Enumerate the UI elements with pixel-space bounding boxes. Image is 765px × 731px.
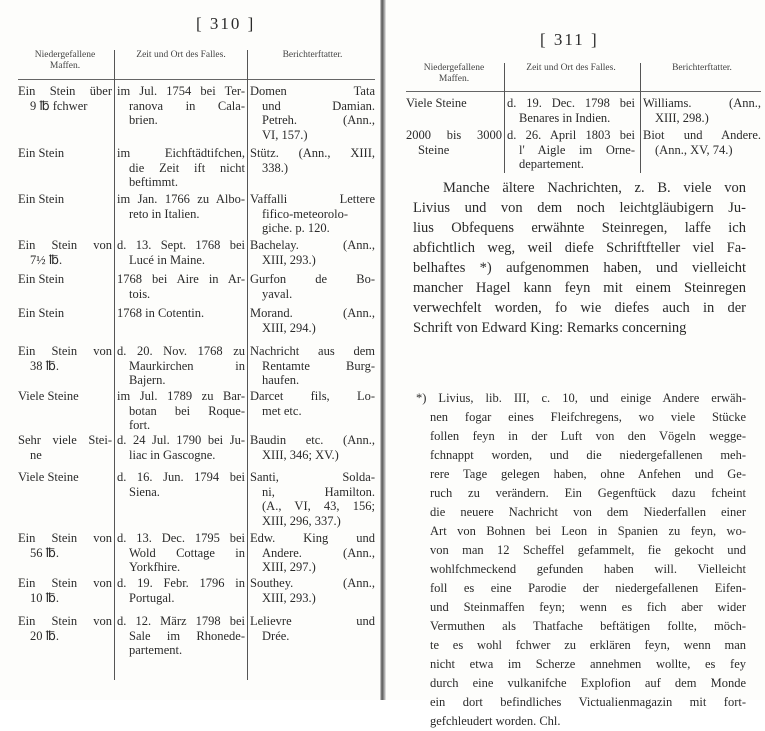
table-cell-event bbox=[117, 272, 245, 301]
text-line: VI, 157.) bbox=[262, 127, 308, 142]
text-line: Southey. (Ann., bbox=[250, 576, 375, 590]
text-line: Art von Bohnen bei Leon in Spanien zu feyn, wo- bbox=[430, 524, 746, 538]
text-line: gefchleudert worden. Chl. bbox=[430, 714, 561, 728]
text-line: Ein Stein über bbox=[18, 84, 112, 98]
table-cell-masses bbox=[406, 128, 502, 157]
text-line: durch eine vulkanifche Explofion auf dem Monde bbox=[430, 676, 746, 690]
text-line: brien. bbox=[129, 113, 158, 127]
text-line: Nachricht aus dem bbox=[250, 344, 375, 358]
text-line: nicht etwa im Scherze annehmen wollte, es fey bbox=[430, 657, 746, 671]
text-line: und Damian. bbox=[262, 98, 375, 113]
text-line: wohlfchmeckend gefunden haben will. Vielleicht bbox=[430, 562, 746, 576]
text-line: 20 ℔. bbox=[30, 628, 59, 643]
table-cell-masses bbox=[18, 576, 112, 605]
table-cell-event bbox=[117, 146, 245, 190]
table-cell-reporter bbox=[250, 576, 375, 605]
text-line: Ein Stein von bbox=[18, 614, 112, 628]
text-line: 2000 bis 3000 bbox=[406, 128, 502, 142]
table-cell-reporter bbox=[250, 614, 375, 643]
text-line: die neuere Nachricht von dem Niederfallen einer bbox=[430, 505, 746, 519]
text-line: Edw. King und bbox=[250, 531, 375, 545]
text-line: Ein Stein von bbox=[18, 238, 112, 252]
text-line: Viele Steine bbox=[18, 470, 79, 484]
table-cell-masses bbox=[18, 344, 112, 373]
table-cell-reporter bbox=[250, 531, 375, 575]
column-header: Zeit und Ort des Falles. bbox=[526, 63, 616, 73]
text-line: Ein Stein von bbox=[18, 576, 112, 590]
table-cell-reporter bbox=[250, 272, 375, 301]
table-cell-event bbox=[117, 344, 245, 388]
text-line: XIII, 297.) bbox=[262, 560, 316, 574]
text-line: met etc. bbox=[262, 403, 302, 418]
text-line: Vaffalli Lettere bbox=[250, 192, 375, 206]
table-cell-masses bbox=[18, 238, 112, 267]
table-cell-reporter bbox=[250, 389, 375, 418]
table-cell-event bbox=[507, 128, 635, 172]
text-line: 10 ℔. bbox=[30, 590, 59, 605]
text-line: von man 12 Scheffel gefammelt, fie gekocht und bbox=[430, 543, 746, 557]
text-line: Williams. (Ann., bbox=[643, 96, 761, 110]
table-cell-reporter bbox=[250, 192, 375, 236]
text-line: Ein Stein bbox=[18, 272, 65, 286]
text-line: fort. bbox=[129, 418, 151, 432]
text-line: Maurkirchen in bbox=[129, 358, 245, 373]
text-line: die Zeit ift nicht bbox=[129, 160, 245, 175]
header-rule bbox=[18, 79, 375, 80]
text-line: reto in Italien. bbox=[129, 206, 200, 221]
column-header: Berichterftatter. bbox=[282, 50, 343, 60]
text-line: departement. bbox=[519, 157, 584, 171]
text-line: Benares in Indien. bbox=[519, 110, 611, 125]
text-line: d. 16. Jun. 1794 bei bbox=[117, 470, 245, 484]
table-cell-masses bbox=[18, 306, 112, 321]
text-line: d. 24 Jul. 1790 bei Ju- bbox=[117, 433, 245, 447]
text-line: giche. p. 120. bbox=[262, 221, 330, 235]
text-line: Vermuthen als Thatfache beftätigen follte, möch- bbox=[430, 619, 746, 633]
table-cell-reporter bbox=[250, 433, 375, 462]
text-line: Andere. (Ann., bbox=[262, 545, 375, 560]
text-line: Ein Stein bbox=[18, 306, 65, 320]
table-cell-reporter bbox=[250, 146, 375, 175]
column-divider bbox=[114, 50, 115, 680]
text-line: tois. bbox=[129, 286, 151, 301]
column-header: Niedergefallene Maffen. bbox=[34, 50, 96, 71]
text-line: Drée. bbox=[262, 628, 290, 643]
text-line: Ein Stein bbox=[18, 146, 65, 160]
body-paragraph bbox=[413, 178, 746, 338]
table-cell-masses bbox=[18, 531, 112, 560]
column-divider bbox=[247, 50, 248, 680]
text-line: ne bbox=[30, 447, 42, 462]
text-line: 38 ℔. bbox=[30, 358, 59, 373]
text-line: nen fogar eines Fleifchregens, wo viele Stücke bbox=[430, 410, 746, 424]
text-line: Steine bbox=[418, 142, 450, 157]
text-line: Lucé in Maine. bbox=[129, 252, 206, 267]
text-line: Ein Stein von bbox=[18, 531, 112, 545]
table-cell-masses bbox=[18, 433, 112, 462]
table-cell-event bbox=[117, 84, 245, 128]
text-line: XIII, 296, 337.) bbox=[262, 513, 341, 528]
table-cell-masses bbox=[18, 272, 112, 287]
table-cell-event bbox=[117, 433, 245, 462]
table-cell-event bbox=[117, 614, 245, 658]
text-line: XIII, 346; XV.) bbox=[262, 447, 339, 462]
text-line: foll es eine Parodie der niedergefallenen Eifen- bbox=[430, 581, 746, 595]
text-line: Sale im Rhonede- bbox=[129, 628, 245, 643]
text-line: mancher Hagel kann feyn mit einem Steinregen bbox=[413, 280, 746, 296]
column-divider bbox=[504, 63, 505, 173]
text-line: und Steinmaffen feyn; wenn es fich aber wider bbox=[430, 600, 746, 614]
table-cell-event bbox=[117, 306, 245, 321]
table-cell-event bbox=[117, 238, 245, 267]
table-cell-event bbox=[117, 192, 245, 221]
text-line: im Jul. 1754 bei Ter- bbox=[117, 84, 245, 98]
text-line: XIII, 298.) bbox=[655, 110, 709, 125]
text-line: 1768 bei Aire in Ar- bbox=[117, 272, 245, 286]
text-line: belhaftes *) aufgenommen haben, und vielleicht bbox=[413, 260, 746, 276]
table-cell-reporter bbox=[250, 470, 375, 528]
header-rule bbox=[406, 91, 761, 92]
text-line: im Jul. 1789 zu Bar- bbox=[117, 389, 245, 403]
table-cell-reporter bbox=[250, 306, 375, 335]
page-number-right: [ 311 ] bbox=[540, 30, 599, 49]
table-cell-event bbox=[117, 470, 245, 499]
text-line: rere Tage gelegen haben, ohne Anfehen und Ge- bbox=[430, 467, 746, 481]
text-line: liac in Gascogne. bbox=[129, 447, 216, 462]
text-line: Yorkfhire. bbox=[129, 560, 181, 574]
text-line: d. 20. Nov. 1768 zu bbox=[117, 344, 245, 358]
text-line: Baudin etc. (Ann., bbox=[250, 433, 375, 447]
text-line: Ein Stein von bbox=[18, 344, 112, 358]
text-line: Domen Tata bbox=[250, 84, 375, 98]
text-line: verwechfelt worden, fo wie diefes auch in der bbox=[413, 300, 746, 316]
text-line: d. 19. Dec. 1798 bei bbox=[507, 96, 635, 110]
text-line: *) Livius, lib. III, c. 10, und einige Andere erwäh- bbox=[416, 391, 746, 405]
book-gutter bbox=[380, 0, 386, 700]
table-cell-masses bbox=[18, 389, 112, 404]
text-line: te es wohl fchwer zu erklären feyn, wenn man bbox=[430, 638, 746, 652]
text-line: beftimmt. bbox=[129, 175, 178, 189]
text-line: ni, Hamilton. bbox=[262, 484, 375, 499]
text-line: XIII, 293.) bbox=[262, 590, 316, 605]
table-cell-masses bbox=[18, 84, 112, 113]
table-cell-event bbox=[117, 531, 245, 575]
text-line: d. 26. April 1803 bei bbox=[507, 128, 635, 142]
text-line: d. 12. März 1798 bei bbox=[117, 614, 245, 628]
text-line: Viele Steine bbox=[406, 96, 467, 110]
text-line: Bachelay. (Ann., bbox=[250, 238, 375, 252]
text-line: lius Obfequens erwähnte Steinregen, laffe ich bbox=[413, 220, 746, 236]
table-cell-reporter bbox=[250, 238, 375, 267]
text-line: 7½ ℔. bbox=[30, 252, 63, 267]
text-line: Siena. bbox=[129, 484, 160, 499]
column-header: Berichterftatter. bbox=[672, 63, 732, 73]
text-line: Schrift von Edward King: Remarks concerning bbox=[413, 320, 687, 336]
text-line: Biot und Andere. bbox=[643, 128, 761, 142]
text-line: Gurfon de Bo- bbox=[250, 272, 375, 286]
text-line: fchnappt worden, und die niedergefallenen meh- bbox=[430, 448, 746, 462]
text-line: im Eichftädtifchen, bbox=[117, 146, 245, 160]
text-line: 56 ℔. bbox=[30, 545, 59, 560]
table-cell-event bbox=[117, 389, 245, 433]
text-line: Lelievre und bbox=[250, 614, 375, 628]
table-cell-event bbox=[117, 576, 245, 605]
text-line: (Ann., XV, 74.) bbox=[655, 142, 733, 157]
table-cell-masses bbox=[406, 96, 502, 111]
footnote bbox=[416, 389, 746, 731]
text-line: fifico-meteorolo- bbox=[262, 206, 349, 221]
text-line: 338.) bbox=[262, 160, 289, 175]
text-line: Morand. (Ann., bbox=[250, 306, 375, 320]
table-cell-reporter bbox=[250, 84, 375, 142]
text-line: yaval. bbox=[262, 286, 293, 301]
text-line: Petreh. (Ann., bbox=[262, 113, 375, 127]
text-line: ranova in Cala- bbox=[129, 98, 245, 113]
table-cell-reporter bbox=[643, 96, 761, 125]
table-cell-event bbox=[507, 96, 635, 125]
table-cell-masses bbox=[18, 470, 112, 485]
text-line: ruch zu verändern. Ein Gegenftück dazu fcheint bbox=[430, 486, 746, 500]
text-line: Darcet fils, Lo- bbox=[250, 389, 375, 403]
text-line: Wold Cottage in bbox=[129, 545, 245, 560]
column-header: Niedergefallene Maffen. bbox=[423, 63, 485, 84]
page-number-left: [ 310 ] bbox=[196, 14, 256, 33]
text-line: XIII, 294.) bbox=[262, 320, 316, 335]
text-line: d. 13. Sept. 1768 bei bbox=[117, 238, 245, 252]
text-line: d. 13. Dec. 1795 bei bbox=[117, 531, 245, 545]
text-line: haufen. bbox=[262, 373, 300, 387]
text-line: Rentamte Burg- bbox=[262, 358, 375, 373]
table-cell-reporter bbox=[250, 344, 375, 388]
text-line: l' Aigle im Orne- bbox=[519, 142, 635, 157]
text-line: Portugal. bbox=[129, 590, 175, 605]
column-header: Zeit und Ort des Falles. bbox=[136, 50, 226, 60]
column-divider bbox=[640, 63, 641, 173]
text-line: partement. bbox=[129, 643, 183, 657]
text-line: follen feyn in der Luft von den Vögeln wegge- bbox=[430, 429, 746, 443]
text-line: Ein Stein bbox=[18, 192, 65, 206]
text-line: 1768 in Cotentin. bbox=[117, 306, 205, 320]
table-cell-masses bbox=[18, 146, 112, 161]
text-line: Santi, Solda- bbox=[250, 470, 375, 484]
text-line: 9 ℔ fchwer bbox=[30, 98, 88, 113]
text-line: d. 19. Febr. 1796 in bbox=[117, 576, 245, 590]
table-cell-reporter bbox=[643, 128, 761, 157]
text-line: Sehr viele Stei- bbox=[18, 433, 112, 447]
text-line: abfichtlich weg, weil diefe Schriftfteller viel Fa- bbox=[413, 240, 746, 256]
text-line: Viele Steine bbox=[18, 389, 79, 403]
text-line: Livius und von dem noch leichtgläubigern Ju- bbox=[413, 200, 746, 216]
text-line: Manche ältere Nachrichten, z. B. viele von bbox=[443, 180, 746, 196]
text-line: botan bei Roque- bbox=[129, 403, 245, 418]
text-line: (A., VI, 43, 156; bbox=[262, 499, 375, 513]
table-cell-masses bbox=[18, 614, 112, 643]
text-line: Stütz. (Ann., XIII, bbox=[250, 146, 375, 160]
text-line: Bajern. bbox=[129, 373, 166, 387]
table-cell-masses bbox=[18, 192, 112, 207]
text-line: im Jan. 1766 zu Albo- bbox=[117, 192, 245, 206]
text-line: ein dort befindliches Victualienmagazin mit fort- bbox=[430, 695, 746, 709]
text-line: XIII, 293.) bbox=[262, 252, 316, 267]
